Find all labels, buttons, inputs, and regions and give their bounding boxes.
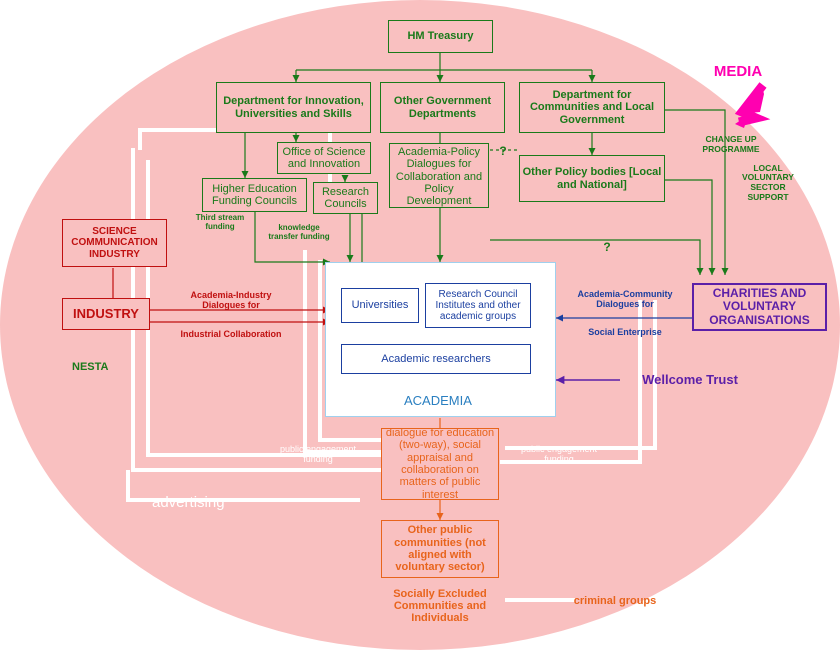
node-dialogue-for-education[interactable]: [381, 428, 499, 500]
edge-label-industrial-collaboration: [176, 322, 286, 346]
node-label: HM Treasury: [407, 30, 474, 43]
node-label-top: Academia-Policy Dialogues for: [398, 146, 480, 171]
edge-label-knowledge-transfer-funding: [268, 215, 330, 251]
node-office-of-science-and-innovation[interactable]: [277, 142, 371, 174]
node-label: Office of Science and Innovation: [282, 145, 366, 170]
node-label: Other Policy bodies [Local and National]: [522, 166, 662, 191]
edge-label-text: ?: [499, 144, 507, 159]
node-label: Other Government Departments: [393, 95, 492, 120]
node-other-public-communities[interactable]: [381, 520, 499, 578]
edge-label-academia-community-dialogues: [560, 288, 690, 310]
node-label: CHANGE UP PROGRAMME: [702, 134, 760, 154]
node-label: SCIENCE COMMUNICATION INDUSTRY: [71, 226, 158, 260]
node-label: Department for Innovation, Universities and Skills: [223, 95, 364, 120]
node-dclg[interactable]: [519, 82, 665, 133]
node-label: Wellcome Trust: [642, 371, 738, 387]
node-socially-excluded-communities: [370, 586, 510, 626]
node-other-policy-bodies[interactable]: [519, 155, 665, 202]
node-label: CHARITIES AND VOLUNTARY ORGANISATIONS: [709, 285, 810, 327]
node-media[interactable]: [702, 62, 774, 82]
node-label: INDUSTRY: [73, 305, 139, 321]
edge-label-academia-industry-dialogues: [176, 288, 286, 312]
node-label: Socially Excluded Communities and Individuals: [393, 587, 487, 625]
edge-label-text: Academia-Community Dialogues for: [577, 288, 673, 309]
node-change-up-programme: [688, 133, 774, 157]
edge-label-text: ?: [603, 240, 611, 255]
edge-label-text: Industrial Collaboration: [180, 328, 282, 339]
edge-label-social-enterprise: [560, 322, 690, 342]
node-dius[interactable]: [216, 82, 371, 133]
node-label: Academic researchers: [381, 352, 491, 365]
node-research-council-institutes[interactable]: [425, 283, 531, 328]
edge-label-text: Social Enterprise: [588, 326, 662, 337]
edge-label-public-engagement-funding-right: [518, 440, 600, 468]
node-label: Higher Education Funding Councils: [212, 182, 297, 207]
label-text: ACADEMIA: [404, 393, 472, 408]
node-label: criminal groups: [573, 594, 657, 607]
node-research-councils[interactable]: [313, 182, 378, 214]
node-label: Other public communities (not aligned with voluntary sector): [394, 524, 486, 574]
node-criminal-groups: [570, 586, 660, 616]
academia-label: [404, 393, 472, 408]
node-other-government-departments[interactable]: [380, 82, 505, 133]
edge-label-question-mark-policy: [496, 144, 510, 160]
edge-label-text: public engagement funding: [279, 443, 357, 464]
edge-label-text: knowledge transfer funding: [268, 223, 330, 241]
edge-label-public-engagement-funding-left: [277, 440, 359, 468]
node-higher-education-funding-councils[interactable]: [202, 178, 307, 212]
node-label: MEDIA: [713, 62, 763, 80]
node-label: LOCAL VOLUNTARY SECTOR SUPPORT: [742, 162, 794, 202]
node-label-bottom: Collaboration and Policy Development: [395, 170, 483, 208]
edge-label-question-mark-charities: [600, 240, 614, 256]
node-label: dialogue for education (two-way), social appraisal and collaboration on matters of public interest: [385, 427, 495, 501]
node-hm-treasury[interactable]: [388, 20, 493, 53]
node-science-communication-industry[interactable]: [62, 219, 167, 267]
node-local-voluntary-sector-support: [732, 160, 804, 206]
node-academic-researchers[interactable]: [341, 344, 531, 374]
node-nesta[interactable]: [72, 358, 132, 376]
edge-label-text: Academia-Industry Dialogues for: [190, 289, 272, 310]
node-label: NESTA: [72, 360, 109, 373]
edge-label-third-stream-funding: [190, 209, 250, 237]
node-label: advertising: [152, 493, 225, 511]
edge-label-text: public engagement funding: [520, 443, 598, 464]
node-label: Research Council Institutes and other academic groups: [435, 288, 521, 323]
node-industry[interactable]: [62, 298, 150, 330]
node-charities-and-voluntary-organisations[interactable]: [692, 283, 827, 331]
node-wellcome-trust[interactable]: [625, 370, 755, 390]
node-label: Department for Communities and Local Government: [529, 89, 655, 126]
node-label: Research Councils: [321, 185, 370, 210]
node-advertising: [152, 492, 267, 514]
edge-label-text: Third stream funding: [195, 213, 245, 231]
node-academia-policy-dialogues[interactable]: [389, 143, 489, 208]
node-universities[interactable]: [341, 288, 419, 323]
node-label: Universities: [351, 299, 409, 312]
